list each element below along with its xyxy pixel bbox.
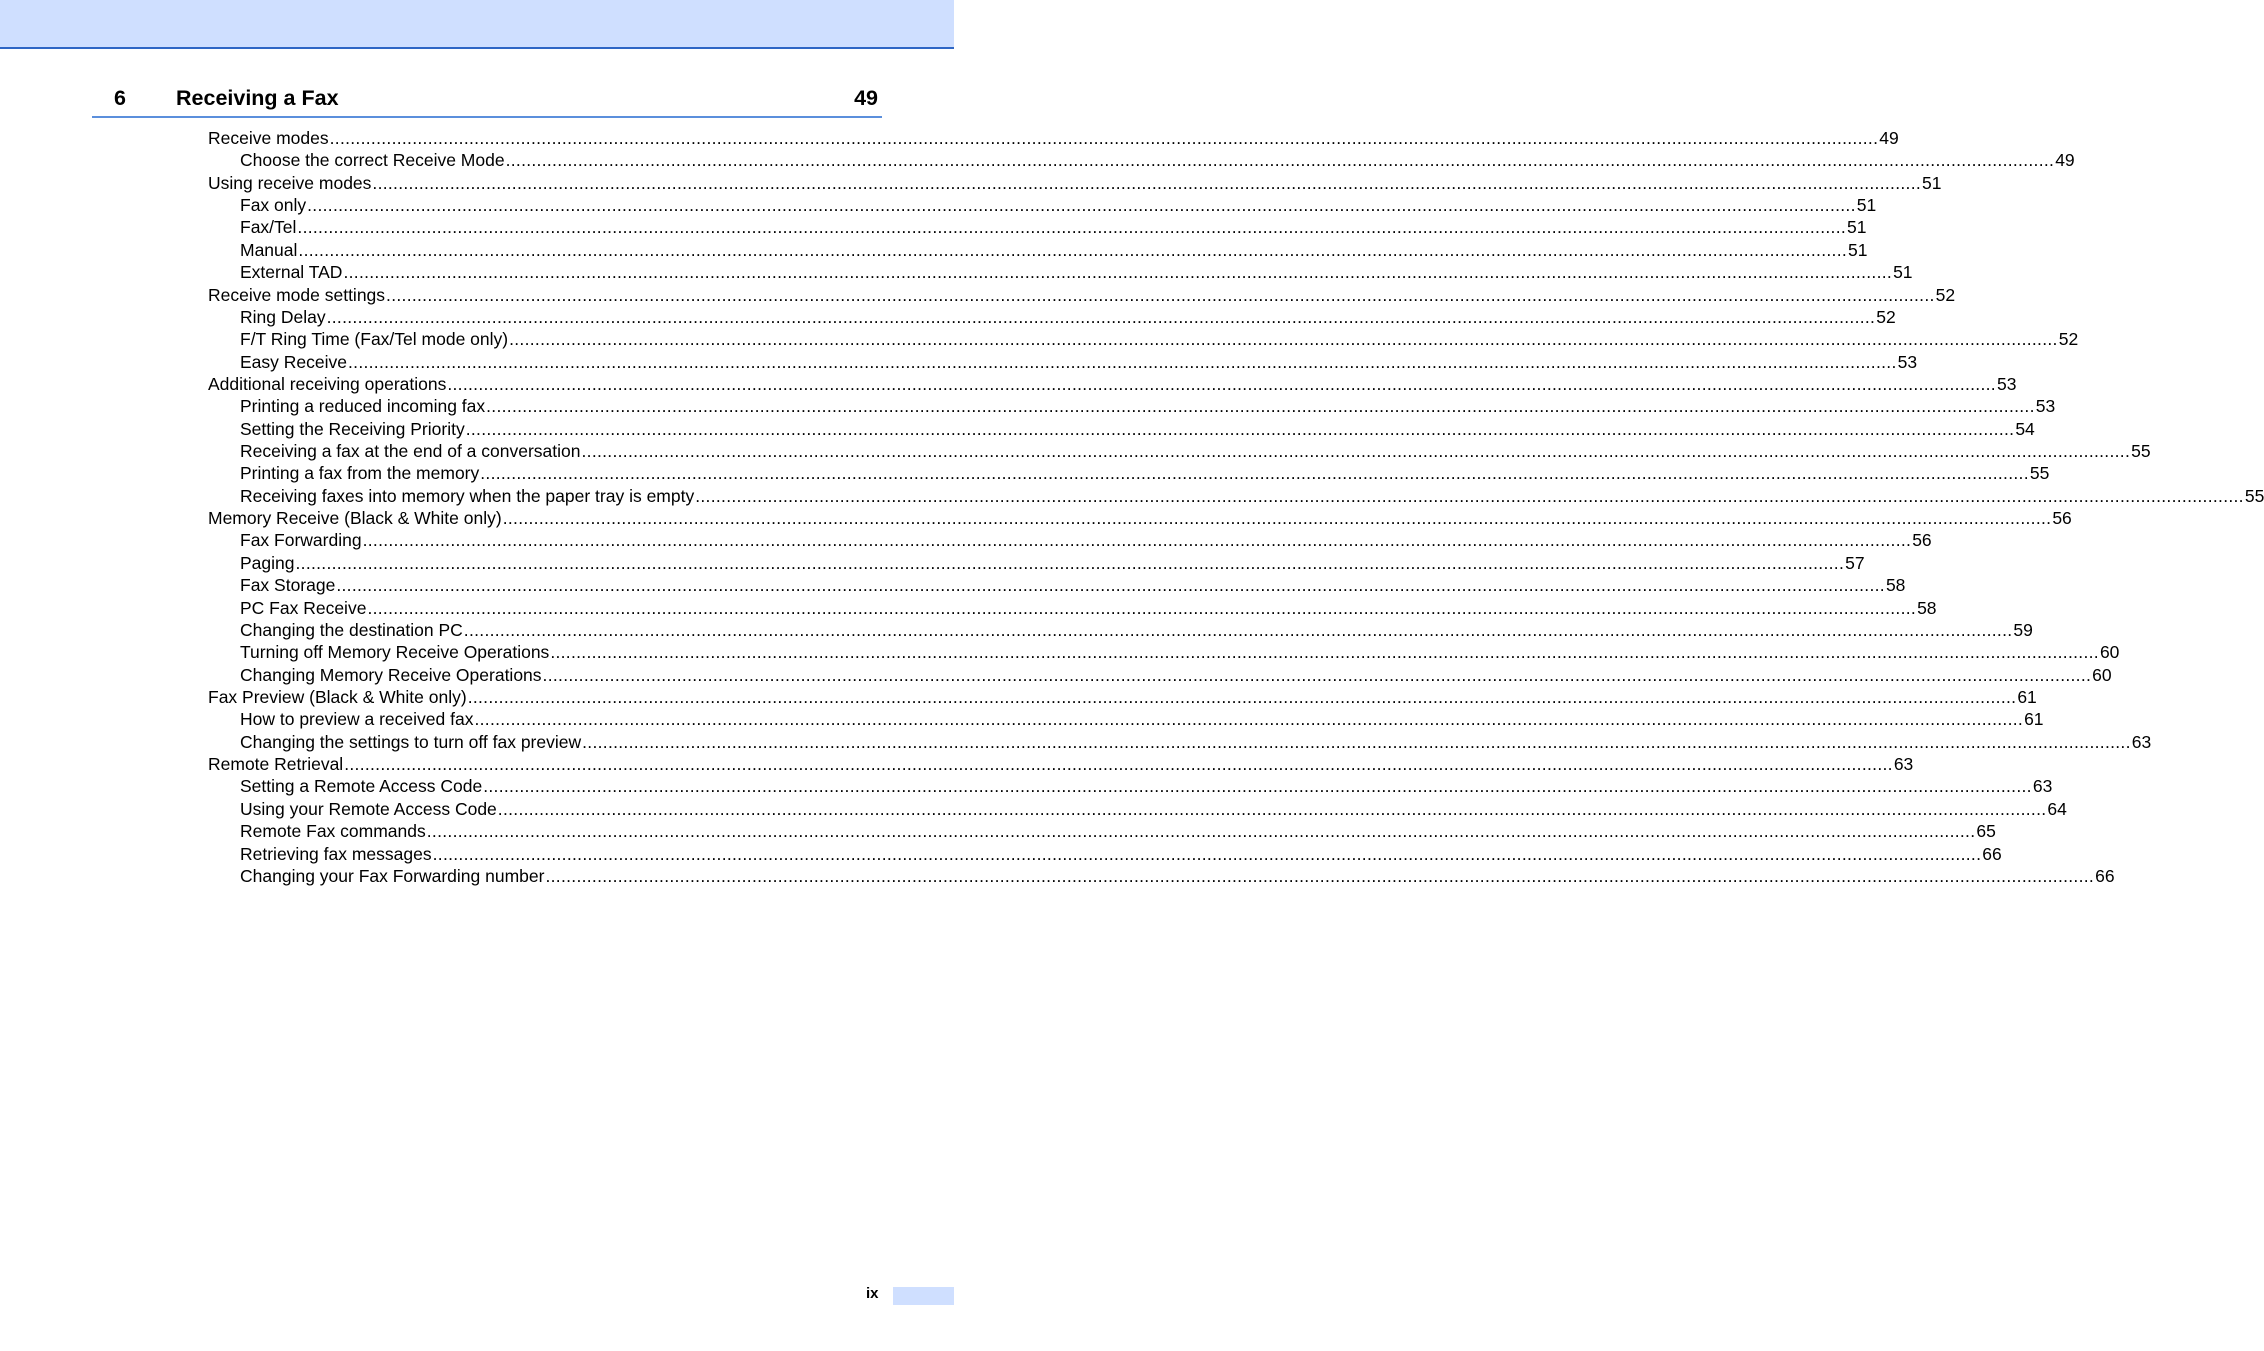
toc-entry[interactable]	[208, 507, 2072, 529]
toc-dot-leader: ............................................................................................................................................................................................................................................................................................................	[463, 619, 2013, 640]
toc-entry-page: 52	[2058, 329, 2079, 350]
chapter-number: 6	[114, 86, 126, 110]
toc-entry[interactable]	[240, 351, 1918, 373]
toc-dot-leader: ............................................................................................................................................................................................................................................................................................................	[307, 195, 1856, 216]
header-band	[0, 0, 954, 49]
toc-entry[interactable]	[208, 172, 1942, 194]
toc-entry-page: 63	[2131, 731, 2152, 752]
toc-entry-label: Choose the correct Receive Mode	[240, 150, 505, 171]
toc-dot-leader: ............................................................................................................................................................................................................................................................................................................	[467, 687, 2017, 707]
toc-entry-label: Paging	[240, 552, 295, 573]
toc-entry-label: Setting a Remote Access Code	[240, 776, 483, 797]
toc-dot-leader: ............................................................................................................................................................................................................................................................................................................	[502, 508, 2052, 529]
toc-entry[interactable]	[240, 619, 2033, 641]
toc-entry-label: Fax Preview (Black & White only)	[208, 687, 467, 707]
toc-entry[interactable]	[240, 843, 2002, 865]
toc-entry-label: Turning off Memory Receive Operations	[240, 642, 550, 663]
toc-entry[interactable]	[240, 731, 2152, 753]
toc-entry-page: 55	[2029, 463, 2050, 484]
toc-entry[interactable]	[240, 418, 2035, 440]
toc-entry[interactable]	[240, 641, 2120, 663]
toc-entry-label: Printing a fax from the memory	[240, 463, 480, 484]
toc-entry[interactable]	[240, 708, 2044, 730]
toc-entry-page: 55	[2131, 441, 2151, 462]
toc-entry-label: Fax Storage	[240, 575, 336, 596]
toc-entry-label: Using your Remote Access Code	[240, 798, 497, 819]
toc-entry-page: 49	[1879, 128, 1899, 148]
toc-dot-leader: ............................................................................................................................................................................................................................................................................................................	[581, 441, 2131, 462]
toc-dot-leader: ............................................................................................................................................................................................................................................................................................................	[465, 418, 2015, 439]
toc-entry-page: 51	[1847, 217, 1867, 238]
toc-entry-page: 63	[2032, 776, 2053, 797]
footer-band	[893, 1287, 954, 1305]
toc-entry-label: Fax Forwarding	[240, 530, 362, 551]
toc-dot-leader: ............................................................................................................................................................................................................................................................................................................	[329, 128, 1879, 148]
toc-dot-leader: ............................................................................................................................................................................................................................................................................................................	[372, 172, 1922, 193]
toc-dot-leader: ............................................................................................................................................................................................................................................................................................................	[480, 463, 2029, 484]
toc-entry[interactable]	[240, 775, 2053, 797]
toc-entry-page: 51	[1893, 262, 1913, 283]
toc-entry-page: 49	[2055, 150, 2075, 171]
toc-entry-label: Receiving a fax at the end of a conversation	[240, 441, 581, 462]
toc-entry-label: Remote Retrieval	[208, 754, 344, 775]
toc-entry[interactable]	[208, 753, 1914, 775]
toc-entry-page: 63	[1893, 754, 1914, 775]
toc-dot-leader: ............................................................................................................................................................................................................................................................................................................	[336, 575, 1885, 596]
toc-entry-label: Fax only	[240, 195, 307, 216]
toc-dot-leader: ............................................................................................................................................................................................................................................................................................................	[298, 239, 1848, 260]
toc-dot-leader: ............................................................................................................................................................................................................................................................................................................	[542, 664, 2092, 685]
toc-entry[interactable]	[208, 127, 1899, 149]
toc-entry-label: Changing the settings to turn off fax preview	[240, 731, 582, 752]
toc-entry-page: 60	[2092, 664, 2112, 685]
toc-dot-leader: ............................................................................................................................................................................................................................................................................................................	[497, 798, 2047, 819]
toc-entry[interactable]	[240, 529, 1932, 551]
toc-entry[interactable]	[240, 865, 2115, 887]
toc-entry-label: Receive modes	[208, 128, 329, 148]
toc-entry-page: 65	[1976, 821, 1996, 842]
toc-entry-page: 53	[2035, 396, 2056, 417]
toc-entry-page: 66	[1982, 843, 2002, 864]
toc-entry[interactable]	[240, 328, 2079, 350]
toc-entry-page: 57	[1845, 552, 1865, 573]
toc-entry[interactable]	[208, 686, 2037, 708]
toc-dot-leader: ............................................................................................................................................................................................................................................................................................................	[582, 731, 2131, 752]
toc-entry-page: 59	[2013, 619, 2033, 640]
toc-entry-label: Easy Receive	[240, 351, 347, 372]
toc-dot-leader: ............................................................................................................................................................................................................................................................................................................	[362, 530, 1912, 551]
toc-dot-leader: ............................................................................................................................................................................................................................................................................................................	[486, 396, 2035, 417]
toc-entry[interactable]	[240, 485, 2264, 507]
toc-entry-label: External TAD	[240, 262, 343, 283]
toc-entry-label: Additional receiving operations	[208, 373, 447, 394]
toc-entry-page: 52	[1876, 306, 1896, 327]
chapter-title[interactable]: Receiving a Fax	[176, 86, 339, 110]
toc-dot-leader: ............................................................................................................................................................................................................................................................................................................	[550, 642, 2099, 663]
toc-entry[interactable]	[240, 306, 1896, 328]
toc-dot-leader: ............................................................................................................................................................................................................................................................................................................	[426, 821, 1976, 842]
toc-entry-label: Remote Fax commands	[240, 821, 426, 842]
toc-entry-page: 56	[2052, 508, 2072, 529]
toc-entry[interactable]	[240, 239, 1868, 261]
toc-entry[interactable]	[240, 261, 1913, 283]
toc-entry-page: 54	[2015, 418, 2035, 439]
chapter-header	[92, 84, 882, 118]
toc-entry-page: 61	[2017, 687, 2037, 707]
toc-entry-label: Printing a reduced incoming fax	[240, 396, 486, 417]
toc-dot-leader: ............................................................................................................................................................................................................................................................................................................	[295, 552, 1845, 573]
toc-dot-leader: ............................................................................................................................................................................................................................................................................................................	[509, 329, 2058, 350]
toc-entry-page: 61	[2024, 709, 2044, 730]
toc-dot-leader: ............................................................................................................................................................................................................................................................................................................	[343, 262, 1893, 283]
toc-entry-label: Setting the Receiving Priority	[240, 418, 465, 439]
toc-dot-leader: ............................................................................................................................................................................................................................................................................................................	[474, 709, 2024, 730]
toc-dot-leader: ............................................................................................................................................................................................................................................................................................................	[326, 306, 1876, 327]
toc-entry-label: Changing Memory Receive Operations	[240, 664, 542, 685]
toc-entry-label: Fax/Tel	[240, 217, 297, 238]
toc-entry[interactable]	[208, 373, 2017, 395]
toc-entry-label: Retrieving fax messages	[240, 843, 432, 864]
toc-entry[interactable]	[208, 284, 1956, 306]
toc-dot-leader: ............................................................................................................................................................................................................................................................................................................	[545, 865, 2095, 886]
toc-dot-leader: ............................................................................................................................................................................................................................................................................................................	[386, 284, 1935, 305]
toc-entry-page: 66	[2095, 865, 2115, 886]
toc-entry[interactable]	[240, 462, 2050, 484]
toc-entry[interactable]	[240, 597, 1937, 619]
toc-dot-leader: ............................................................................................................................................................................................................................................................................................................	[505, 150, 2055, 171]
toc-dot-leader: ............................................................................................................................................................................................................................................................................................................	[344, 754, 1893, 775]
toc-entry[interactable]	[240, 395, 2056, 417]
toc-dot-leader: ............................................................................................................................................................................................................................................................................................................	[483, 776, 2032, 797]
toc-entry[interactable]	[240, 216, 1867, 238]
toc-entry-page: 55	[2244, 485, 2264, 506]
toc-dot-leader: ............................................................................................................................................................................................................................................................................................................	[447, 373, 1996, 394]
toc-entry[interactable]	[240, 664, 2112, 686]
toc-entry[interactable]	[240, 552, 1865, 574]
toc-entry[interactable]	[240, 194, 1877, 216]
toc-entry-page: 52	[1935, 284, 1956, 305]
toc-entry-page: 51	[1922, 172, 1942, 193]
toc-dot-leader: ............................................................................................................................................................................................................................................................................................................	[695, 485, 2244, 506]
toc-entry-page: 51	[1856, 195, 1877, 216]
toc-entry-page: 51	[1848, 239, 1868, 260]
toc-entry-page: 64	[2047, 798, 2067, 819]
toc-entry[interactable]	[240, 798, 2067, 820]
toc-dot-leader: ............................................................................................................................................................................................................................................................................................................	[367, 597, 1917, 618]
toc-entry-label: Using receive modes	[208, 172, 372, 193]
toc-entry-label: How to preview a received fax	[240, 709, 474, 730]
toc-entry-page: 53	[1996, 373, 2017, 394]
toc-entry[interactable]	[240, 149, 2075, 171]
toc-entry-label: Manual	[240, 239, 298, 260]
toc-dot-leader: ............................................................................................................................................................................................................................................................................................................	[348, 351, 1897, 372]
toc-entry-label: Ring Delay	[240, 306, 326, 327]
toc-entry-label: Memory Receive (Black & White only)	[208, 508, 502, 529]
toc-dot-leader: ............................................................................................................................................................................................................................................................................................................	[297, 217, 1847, 238]
toc-entry-page: 60	[2099, 642, 2120, 663]
toc-dot-leader: ............................................................................................................................................................................................................................................................................................................	[432, 843, 1982, 864]
toc-entry-label: Changing the destination PC	[240, 619, 463, 640]
toc-entry-label: Receive mode settings	[208, 284, 386, 305]
toc-entry-label: PC Fax Receive	[240, 597, 367, 618]
toc-entry-label: Receiving faxes into memory when the paper tray is empty	[240, 485, 695, 506]
toc-entry-label: F/T Ring Time (Fax/Tel mode only)	[240, 329, 509, 350]
footer-page-number: ix	[866, 1285, 879, 1302]
toc-entry-page: 58	[1917, 597, 1937, 618]
chapter-page-number[interactable]: 49	[854, 86, 878, 110]
toc-entry-label: Changing your Fax Forwarding number	[240, 865, 545, 886]
toc-entry-page: 58	[1885, 575, 1906, 596]
toc-entry[interactable]	[240, 440, 2151, 462]
toc-entry-page: 53	[1897, 351, 1918, 372]
toc-entry[interactable]	[240, 820, 1996, 842]
toc-entry[interactable]	[240, 574, 1906, 596]
toc-entry-page: 56	[1912, 530, 1932, 551]
